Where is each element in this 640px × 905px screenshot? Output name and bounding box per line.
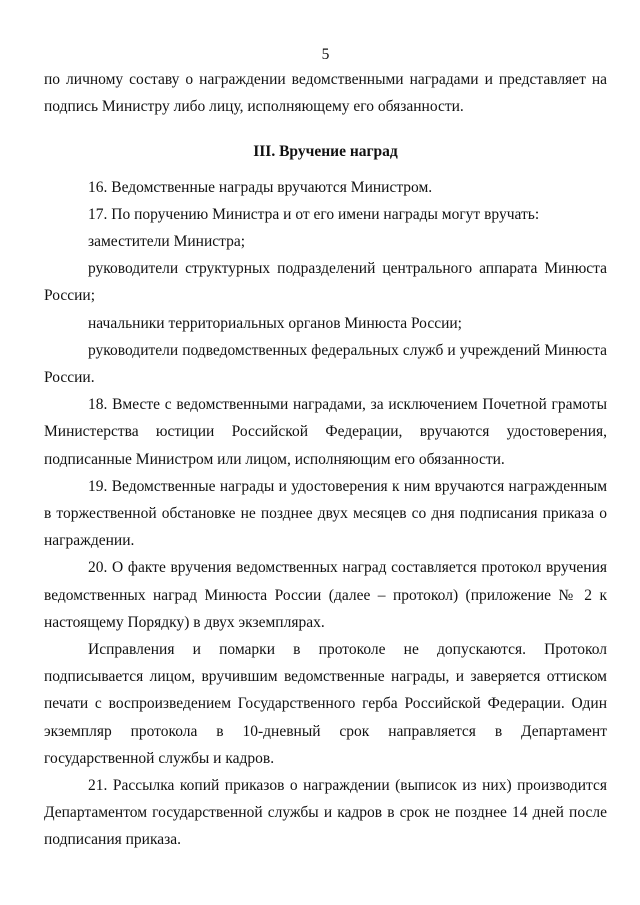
paragraph-21: 21. Рассылка копий приказов о награждении (выписок из них) производится Департаментом государственной службы и кадров в срок не позднее 14 дней после подписания приказа. <box>44 777 607 849</box>
paragraph-16: 16. Ведомственные награды вручаются Министром. <box>88 178 433 196</box>
paragraph-17-item-4: руководители подведомственных федеральных служб и учреждений Минюста России. <box>44 341 607 387</box>
paragraph-18: 18. Вместе с ведомственными наградами, за исключением Почетной грамоты Министерства юстиции Российской Федерации, вручаются удостоверения, подписанные Министром или лицом, исполняющим его обязанности. <box>44 396 607 468</box>
document-body <box>44 66 607 854</box>
page-number: 5 <box>321 46 330 63</box>
paragraph-20: 20. О факте вручения ведомственных наград составляется протокол вручения ведомственных наград Минюста России (далее – протокол) (приложение № 2 к настоящему Порядку) в двух экземплярах. <box>44 559 607 631</box>
paragraph-17: 17. По поручению Министра и от его имени награды могут вручать: <box>88 205 540 223</box>
paragraph-17-item-1: заместители Министра; <box>88 233 246 251</box>
paragraph-19: 19. Ведомственные награды и удостоверения к ним вручаются награжденным в торжественной обстановке не позднее двух месяцев со дня подписания приказа о награждении. <box>44 477 607 550</box>
intro-paragraph: по личному составу о награждении ведомственными наградами и представляет на подпись Министру либо лицу, исполняющему его обязанности. <box>44 71 607 116</box>
paragraph-20-extra: Исправления и помарки в протоколе не допускаются. Протокол подписывается лицом, вручившим ведомственные награды, и заверяется оттиском печати с воспроизведением Государственного герба Российской Федерации. Один экземпляр протокола в 10-дневный срок направляется в Департамент государственной службы и кадров. <box>44 641 607 767</box>
paragraph-17-item-2: руководители структурных подразделений центрального аппарата Минюста России; <box>44 260 607 305</box>
section-heading: III. Вручение наград <box>253 143 398 161</box>
paragraph-17-item-3: начальники территориальных органов Минюста России; <box>88 314 462 332</box>
